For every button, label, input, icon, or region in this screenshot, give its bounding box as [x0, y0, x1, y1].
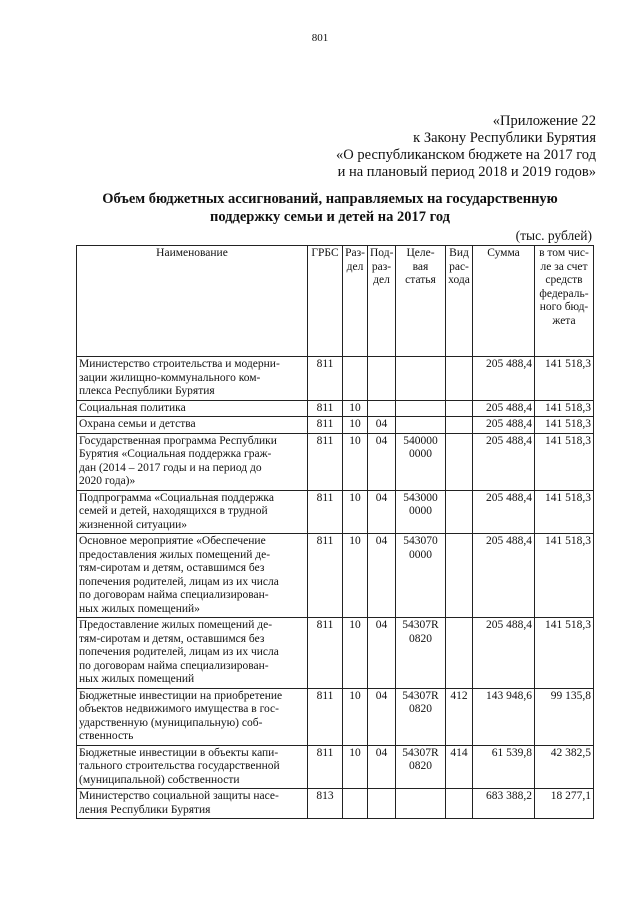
table-row	[77, 490, 594, 534]
cell-line: дел	[373, 274, 390, 286]
cell-line: Предоставление жилых помещений де-	[79, 619, 273, 631]
row-sum-cell: 683 388,2	[473, 789, 535, 819]
cell-line: 0000	[409, 448, 432, 460]
col-razdel-header	[343, 246, 368, 357]
row-vid-cell	[446, 417, 473, 434]
row-razdel-cell: 10	[343, 745, 368, 789]
cell-line: Охрана семьи и детства	[79, 418, 196, 430]
row-podrazdel-cell: 04	[368, 618, 396, 689]
cell-line: тям-сиротам и детям, оставшимся без	[79, 632, 265, 645]
col-name-header	[77, 246, 308, 357]
row-razdel-cell: 10	[343, 688, 368, 745]
cell-line: Подпрограмма «Социальная поддержка	[79, 491, 274, 504]
row-name-cell	[77, 745, 308, 789]
row-article-cell	[396, 433, 446, 490]
cell-line: по договорам найма специализирован-	[79, 589, 269, 601]
cell-line: по договорам найма специализирован-	[79, 659, 269, 672]
cell-line: дел	[346, 260, 364, 273]
cell-line: Министерство строительства и модерни-	[79, 358, 280, 370]
row-name-cell	[77, 417, 308, 434]
table-header-row	[77, 246, 594, 357]
row-article-cell	[396, 688, 446, 745]
cell-line: 0000	[409, 505, 432, 517]
appendix-line: «Приложение 22	[492, 113, 596, 129]
cell-line: хода	[448, 274, 470, 286]
row-federal-cell: 141 518,3	[535, 400, 594, 417]
cell-line: попечения родителей, лицам из их числа	[79, 575, 279, 588]
cell-line: 0820	[409, 703, 432, 715]
cell-line: плекса Республики Бурятия	[79, 385, 215, 397]
row-grbs-cell: 811	[308, 400, 343, 417]
cell-line: Раз-	[345, 247, 365, 259]
row-sum-cell: 205 488,4	[473, 433, 535, 490]
row-federal-cell: 141 518,3	[535, 433, 594, 490]
cell-line: Наименование	[156, 247, 228, 259]
row-razdel-cell: 10	[343, 417, 368, 434]
cell-line: 543000	[403, 491, 438, 504]
cell-line: Бюджетные инвестиции на приобретение	[79, 689, 283, 702]
cell-line: 2020 года)»	[79, 475, 136, 487]
row-sum-cell: 205 488,4	[473, 417, 535, 434]
row-grbs-cell: 813	[308, 789, 343, 819]
cell-line: 54307R	[402, 746, 439, 759]
table-row	[77, 688, 594, 745]
row-article-cell	[396, 400, 446, 417]
col-federal-header	[535, 246, 594, 357]
row-article-cell	[396, 789, 446, 819]
cell-line: 0820	[409, 760, 432, 772]
row-federal-cell: 141 518,3	[535, 618, 594, 689]
row-article-cell	[396, 618, 446, 689]
table-row	[77, 789, 594, 819]
table-row	[77, 433, 594, 490]
cell-line: федераль-	[539, 287, 589, 300]
row-federal-cell: 42 382,5	[535, 745, 594, 789]
row-grbs-cell: 811	[308, 688, 343, 745]
row-vid-cell	[446, 400, 473, 417]
row-podrazdel-cell: 04	[368, 417, 396, 434]
row-vid-cell: 414	[446, 745, 473, 789]
title-line: поддержку семьи и детей на 2017 год	[209, 209, 450, 225]
row-federal-cell: 141 518,3	[535, 417, 594, 434]
row-vid-cell	[446, 789, 473, 819]
row-article-cell	[396, 745, 446, 789]
row-podrazdel-cell	[368, 357, 396, 401]
row-podrazdel-cell: 04	[368, 745, 396, 789]
table-row	[77, 534, 594, 618]
row-podrazdel-cell: 04	[368, 490, 396, 534]
row-name-cell	[77, 688, 308, 745]
row-podrazdel-cell	[368, 789, 396, 819]
cell-line: тям-сиротам и детям, оставшимся без	[79, 562, 265, 574]
row-razdel-cell: 10	[343, 400, 368, 417]
row-sum-cell: 205 488,4	[473, 490, 535, 534]
row-name-cell	[77, 534, 308, 618]
cell-line: жета	[552, 314, 576, 327]
col-sum-header	[473, 246, 535, 357]
cell-line: предоставления жилых помещений де-	[79, 548, 271, 561]
table-row	[77, 357, 594, 401]
cell-line: 0000	[409, 548, 432, 561]
col-vid-header	[446, 246, 473, 357]
row-name-cell	[77, 490, 308, 534]
cell-line: Бурятия «Социальная поддержка граж-	[79, 448, 272, 460]
cell-line: ле за счет	[540, 260, 588, 273]
row-grbs-cell: 811	[308, 490, 343, 534]
cell-line: ГРБС	[311, 247, 339, 259]
cell-line: Бюджетные инвестиции в объекты капи-	[79, 746, 279, 759]
document-title	[60, 190, 600, 226]
row-article-cell	[396, 490, 446, 534]
row-grbs-cell: 811	[308, 417, 343, 434]
row-razdel-cell	[343, 789, 368, 819]
row-grbs-cell: 811	[308, 357, 343, 401]
cell-line: тального строительства государственной	[79, 760, 280, 772]
row-federal-cell: 141 518,3	[535, 490, 594, 534]
cell-line: жизненной ситуации»	[79, 518, 188, 531]
units-label: (тыс. рублей)	[515, 228, 592, 243]
row-grbs-cell: 811	[308, 618, 343, 689]
cell-line: ного бюд-	[539, 301, 589, 313]
row-article-cell	[396, 357, 446, 401]
cell-line: ления Республики Бурятия	[79, 803, 211, 816]
cell-line: Основное мероприятие «Обеспечение	[79, 535, 266, 547]
row-name-cell	[77, 400, 308, 417]
cell-line: попечения родителей, лицам из их числа	[79, 646, 279, 658]
cell-line: 0820	[409, 632, 432, 645]
row-sum-cell: 205 488,4	[473, 618, 535, 689]
cell-line: 543070	[403, 535, 438, 547]
col-podrazdel-header	[368, 246, 396, 357]
cell-line: Министерство социальной защиты насе-	[79, 790, 279, 802]
cell-line: (муниципальной) собственности	[79, 773, 240, 786]
row-razdel-cell	[343, 357, 368, 401]
budget-table	[76, 245, 594, 819]
cell-line: Сумма	[487, 247, 520, 259]
row-podrazdel-cell	[368, 400, 396, 417]
cell-line: 54307R	[402, 689, 439, 702]
row-podrazdel-cell: 04	[368, 688, 396, 745]
cell-line: средств	[545, 274, 583, 286]
cell-line: Социальная политика	[79, 401, 186, 414]
cell-line: 540000	[403, 434, 438, 447]
row-grbs-cell: 811	[308, 534, 343, 618]
row-article-cell	[396, 534, 446, 618]
cell-line: Под-	[370, 247, 394, 259]
cell-line: ных жилых помещений	[79, 673, 195, 685]
row-vid-cell	[446, 618, 473, 689]
row-podrazdel-cell: 04	[368, 534, 396, 618]
row-razdel-cell: 10	[343, 534, 368, 618]
row-federal-cell: 18 277,1	[535, 789, 594, 819]
row-vid-cell	[446, 534, 473, 618]
row-name-cell	[77, 618, 308, 689]
row-grbs-cell: 811	[308, 433, 343, 490]
col-article-header	[396, 246, 446, 357]
row-federal-cell: 141 518,3	[535, 357, 594, 401]
cell-line: зации жилищно-коммунального ком-	[79, 371, 261, 384]
row-razdel-cell: 10	[343, 618, 368, 689]
cell-line: Вид	[449, 247, 469, 259]
cell-line: ственность	[79, 730, 134, 742]
cell-line: вая	[412, 260, 429, 273]
cell-line: объектов недвижимого имущества в гос-	[79, 703, 279, 715]
row-grbs-cell: 811	[308, 745, 343, 789]
row-name-cell	[77, 357, 308, 401]
cell-line: статья	[405, 274, 436, 286]
row-razdel-cell: 10	[343, 433, 368, 490]
appendix-line: «О республиканском бюджете на 2017 год	[336, 147, 596, 163]
appendix-line: к Закону Республики Бурятия	[413, 130, 596, 146]
row-name-cell	[77, 433, 308, 490]
cell-line: семей и детей, находящихся в трудной	[79, 505, 268, 517]
cell-line: раз-	[371, 260, 392, 273]
table-body	[77, 357, 594, 819]
row-vid-cell	[446, 357, 473, 401]
appendix-heading	[336, 113, 596, 181]
row-federal-cell: 141 518,3	[535, 534, 594, 618]
row-sum-cell: 205 488,4	[473, 534, 535, 618]
cell-line: Целе-	[406, 247, 435, 259]
cell-line: ударственную (муниципальную) соб-	[79, 716, 263, 729]
cell-line: в том чис-	[539, 247, 589, 259]
row-podrazdel-cell: 04	[368, 433, 396, 490]
table-row	[77, 745, 594, 789]
row-sum-cell: 205 488,4	[473, 357, 535, 401]
row-sum-cell: 205 488,4	[473, 400, 535, 417]
cell-line: дан (2014 – 2017 годы и на период до	[79, 461, 262, 474]
table-row	[77, 400, 594, 417]
row-sum-cell: 61 539,8	[473, 745, 535, 789]
col-grbs-header	[308, 246, 343, 357]
cell-line: ных жилых помещений»	[79, 602, 200, 615]
table-row	[77, 618, 594, 689]
row-razdel-cell: 10	[343, 490, 368, 534]
title-line: Объем бюджетных ассигнований, направляемых на государственную	[102, 191, 558, 207]
row-article-cell	[396, 417, 446, 434]
cell-line: Государственная программа Республики	[79, 434, 277, 447]
row-vid-cell	[446, 433, 473, 490]
row-vid-cell	[446, 490, 473, 534]
row-vid-cell: 412	[446, 688, 473, 745]
page-number: 801	[311, 32, 329, 44]
row-federal-cell: 99 135,8	[535, 688, 594, 745]
row-sum-cell: 143 948,6	[473, 688, 535, 745]
appendix-line: и на плановый период 2018 и 2019 годов»	[337, 164, 596, 180]
table-row	[77, 417, 594, 434]
cell-line: рас-	[449, 260, 469, 273]
row-name-cell	[77, 789, 308, 819]
cell-line: 54307R	[402, 619, 439, 631]
